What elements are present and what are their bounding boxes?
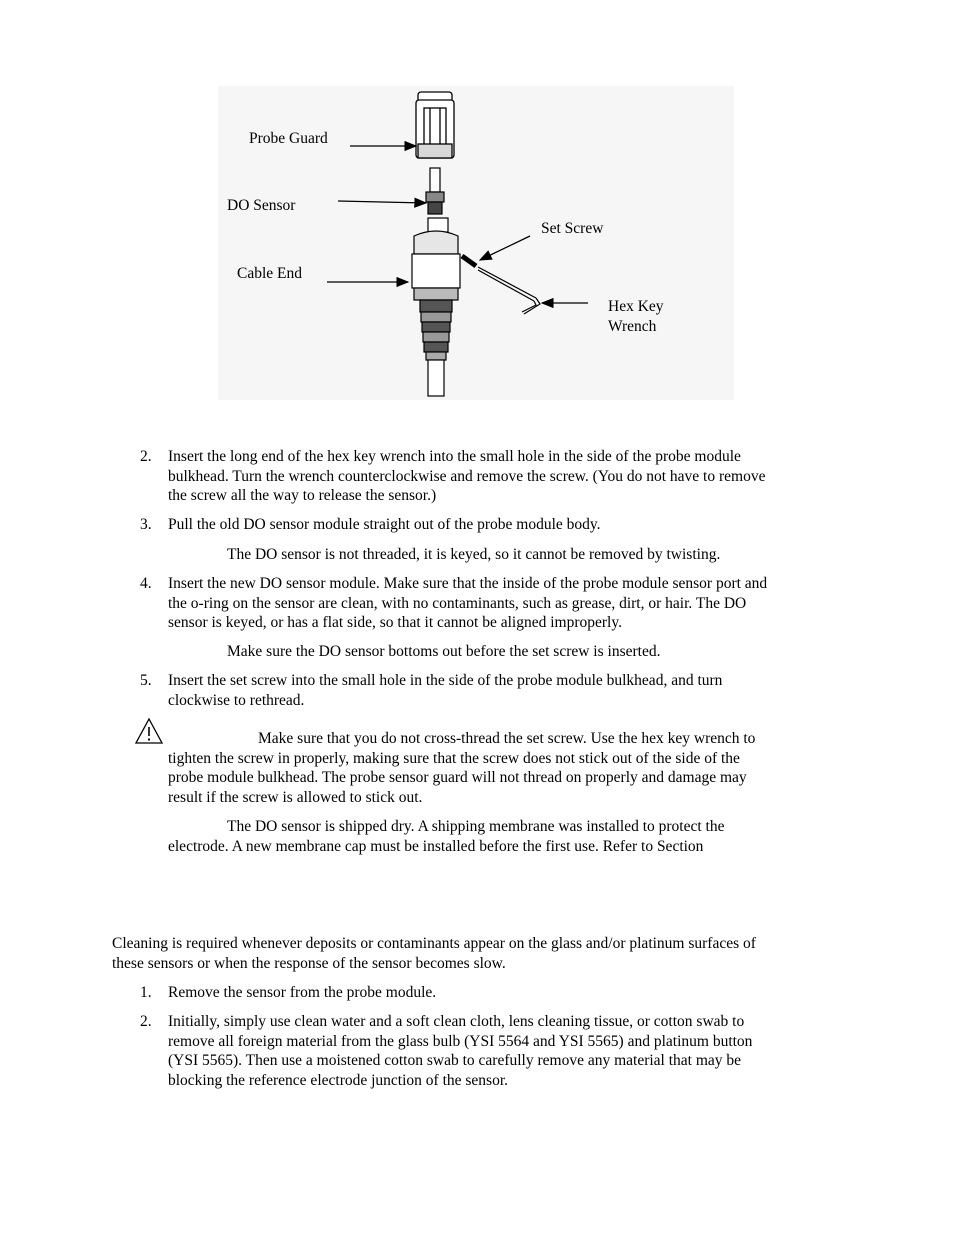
set-screw-label: Set Screw xyxy=(541,220,604,237)
intro-line: these sensors or when the response of the sensor becomes slow. xyxy=(112,954,506,972)
step-line: Remove the sensor from the probe module. xyxy=(168,984,437,1001)
caution-line: result if the screw is allowed to stick out. xyxy=(168,788,423,806)
step-line: Insert the new DO sensor module. Make sure that the inside of the probe module sensor port and xyxy=(168,575,768,592)
step-text xyxy=(168,447,840,506)
cleaning-intro xyxy=(112,934,842,973)
step-text xyxy=(168,574,840,633)
step-number: 5. xyxy=(140,672,152,689)
step-number: 2. xyxy=(140,1013,152,1030)
step-line: Initially, simply use clean water and a soft clean cloth, lens cleaning tissue, or cotton swab to xyxy=(168,1013,745,1030)
step-number: 2. xyxy=(140,448,152,465)
probe-guard-label: Probe Guard xyxy=(249,130,328,147)
step-line: bulkhead. Turn the wrench counterclockwise and remove the screw. (You do not have to remove xyxy=(168,467,766,485)
do-sensor-shape xyxy=(426,168,444,214)
do-sensor-label: DO Sensor xyxy=(227,197,296,214)
step-line: Insert the long end of the hex key wrench into the small hole in the side of the probe module xyxy=(168,448,741,465)
shipped-note xyxy=(168,817,818,856)
cable-end-label: Cable End xyxy=(237,265,302,282)
step-text xyxy=(168,515,840,535)
warning-triangle-icon xyxy=(134,717,164,745)
cable-end-shape xyxy=(412,218,460,396)
step-line: sensor is keyed, or has a flat side, so that it cannot be aligned improperly. xyxy=(168,614,622,632)
hex-key-label-line1: Hex Key xyxy=(608,298,664,315)
caution-line: Make sure that you do not cross-thread the set screw. Use the hex key wrench to xyxy=(258,730,756,747)
caution-line: tighten the screw in properly, making sure that the screw does not stick out of the side of the xyxy=(168,749,740,767)
step-text xyxy=(168,983,840,1003)
step-number: 1. xyxy=(140,984,152,1001)
probe-diagram-figure xyxy=(218,86,734,400)
step-text xyxy=(168,671,840,710)
step-number: 4. xyxy=(140,575,152,592)
caution-line: probe module bulkhead. The probe sensor guard will not thread on properly and damage may xyxy=(168,769,747,787)
step-line: Insert the set screw into the small hole in the side of the probe module bulkhead, and turn xyxy=(168,672,723,689)
shipped-line: The DO sensor is shipped dry. A shipping membrane was installed to protect the xyxy=(227,818,725,835)
shipped-line: electrode. A new membrane cap must be installed before the first use. Refer to Section xyxy=(168,837,704,855)
step-line: clockwise to rethread. xyxy=(168,691,305,709)
set-screw-shape xyxy=(462,256,476,266)
caution-text xyxy=(168,729,818,807)
hex-key-label-line2: Wrench xyxy=(608,318,657,335)
note-bottoms-out: Make sure the DO sensor bottoms out before the set screw is inserted. xyxy=(227,643,661,660)
hex-key-wrench-shape xyxy=(478,267,540,314)
note-not-threaded: The DO sensor is not threaded, it is keyed, so it cannot be removed by twisting. xyxy=(227,546,721,563)
step-line: (YSI 5565). Then use a moistened cotton swab to carefully remove any material that may be xyxy=(168,1052,742,1070)
step-number: 3. xyxy=(140,516,152,533)
intro-line: Cleaning is required whenever deposits or contaminants appear on the glass and/or platinum surfaces of xyxy=(112,935,756,952)
step-text xyxy=(168,1012,840,1090)
step-line: the screw all the way to release the sensor.) xyxy=(168,487,437,505)
step-line: Pull the old DO sensor module straight out of the probe module body. xyxy=(168,516,601,533)
step-line: the o-ring on the sensor are clean, with no contaminants, such as grease, dirt, or hair. The DO xyxy=(168,594,747,612)
step-line: blocking the reference electrode junction of the sensor. xyxy=(168,1071,509,1089)
probe-guard-shape xyxy=(416,92,454,158)
step-line: remove all foreign material from the glass bulb (YSI 5564 and YSI 5565) and platinum button xyxy=(168,1032,753,1050)
